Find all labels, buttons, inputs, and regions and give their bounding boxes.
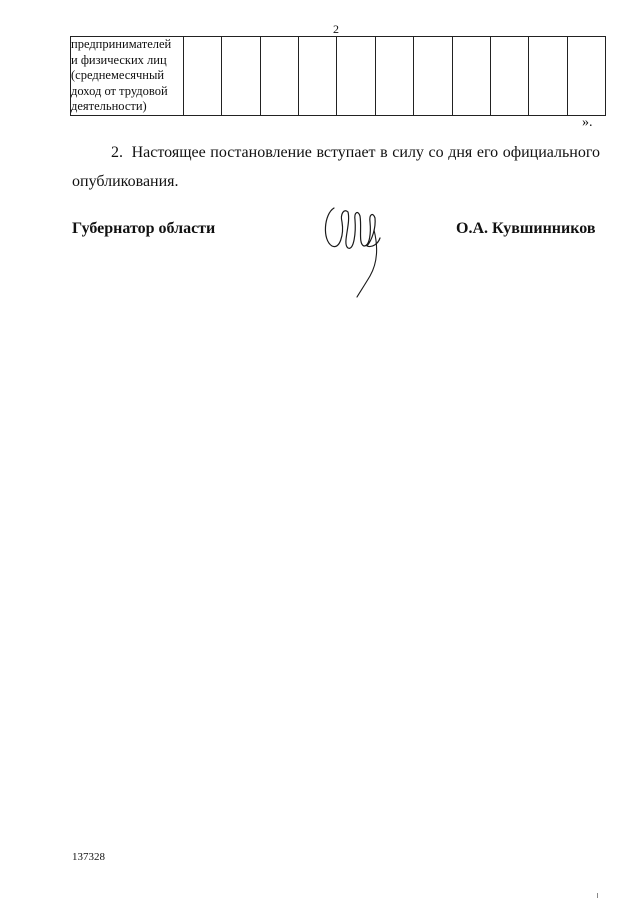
row-label-cell bbox=[71, 37, 184, 116]
governor-title: Губернатор области bbox=[72, 220, 216, 237]
effective-date-paragraph bbox=[72, 138, 600, 196]
row-label-line: доход от трудовой bbox=[71, 83, 168, 98]
signature-stroke bbox=[325, 208, 380, 248]
empty-value-cell bbox=[260, 37, 298, 116]
empty-value-cell bbox=[337, 37, 375, 116]
empty-value-cell bbox=[529, 37, 567, 116]
signature-image bbox=[318, 200, 388, 300]
empty-value-cell bbox=[222, 37, 260, 116]
empty-value-cell bbox=[567, 37, 605, 116]
page-number: 2 bbox=[333, 22, 339, 36]
paragraph-number: 2. bbox=[111, 144, 123, 161]
closing-quote: ». bbox=[582, 115, 593, 130]
row-label-line: и физических лиц bbox=[71, 52, 167, 67]
empty-value-cell bbox=[184, 37, 222, 116]
governor-name: О.А. Кувшинников bbox=[456, 220, 596, 237]
table-row bbox=[71, 37, 606, 116]
continued-table bbox=[70, 36, 606, 116]
empty-value-cell bbox=[299, 37, 337, 116]
row-label-line: (среднемесячный bbox=[71, 68, 165, 83]
row-label-line: предпринимателей bbox=[71, 37, 172, 51]
document-code: 137328 bbox=[72, 851, 105, 863]
empty-value-cell bbox=[414, 37, 452, 116]
empty-value-cell bbox=[452, 37, 490, 116]
row-label-line: деятельности) bbox=[71, 99, 147, 114]
signature-tail bbox=[357, 230, 377, 297]
empty-value-cell bbox=[490, 37, 528, 116]
scan-mark bbox=[597, 893, 598, 898]
paragraph-text: Настоящее постановление вступает в силу со дня его официального опубликования. bbox=[72, 144, 601, 190]
empty-value-cell bbox=[375, 37, 413, 116]
